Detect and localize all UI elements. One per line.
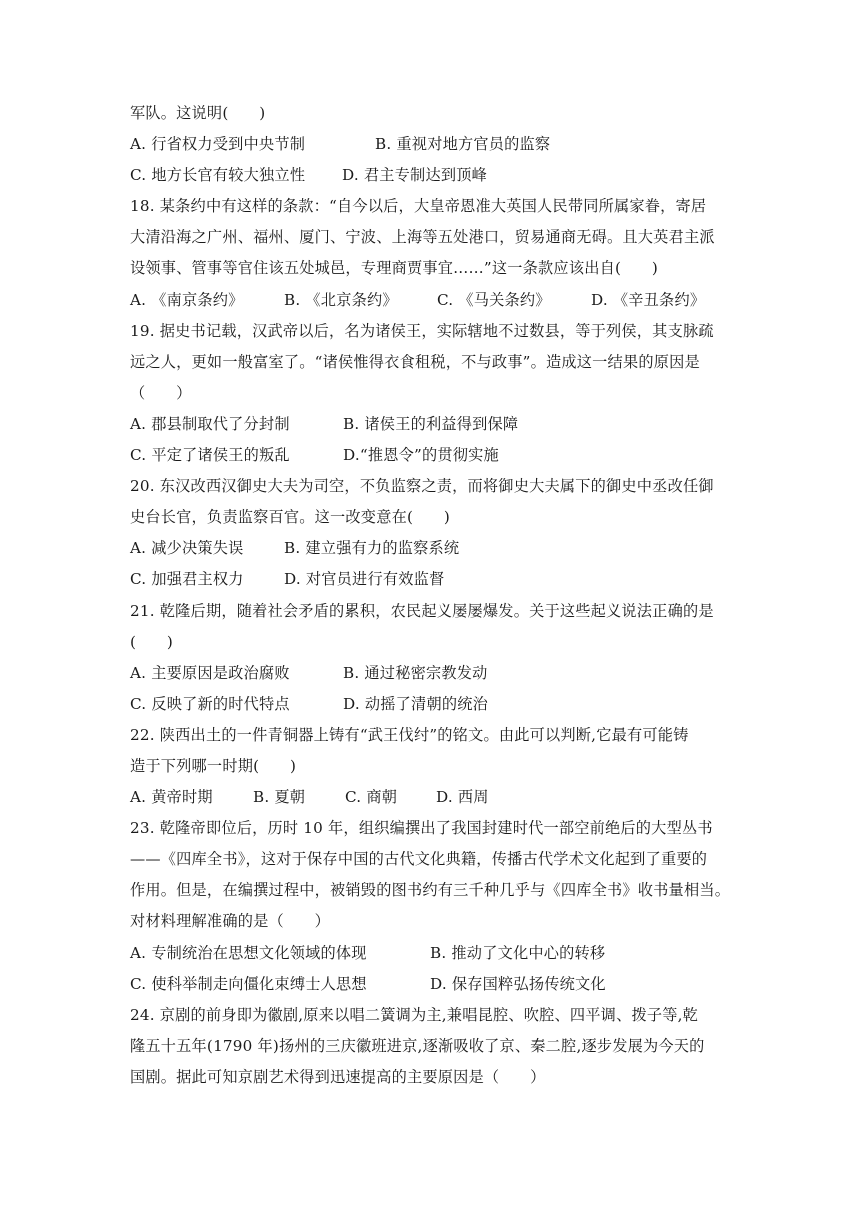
question-19-stem: （ ） [130,383,192,402]
question-23-stem: ——《四库全书》，这对于保存中国的古代文化典籍，传播古代学术文化起到了重要的 [130,850,708,869]
question-22-options [130,782,740,813]
question-21-options-row-2 [130,689,740,720]
question-21-stem: 21. 乾隆后期，随着社会矛盾的累积，农民起义屡屡爆发。关于这些起义说法正确的是 [130,601,714,620]
question-23-option-c: C. 使科举制走向僵化束缚士人思想 [130,974,367,993]
question-18-stem: 设领事、管事等官住该五处城邑，专理商贾事宜……”这一条款应该出自( ) [130,259,659,278]
question-21-stem: ( ) [130,632,174,651]
question-21-options-row-1 [130,658,740,689]
question-17-option-c: C. 地方长官有较大独立性 [130,166,306,185]
question-20-option-b: B. 建立强有力的监察系统 [284,539,460,558]
question-20-option-d: D. 对官员进行有效监督 [284,570,445,589]
question-18-options [130,285,740,316]
question-23-options-row-1 [130,938,740,969]
question-18-stem: 18. 某条约中有这样的条款：“自今以后，大皇帝恩准大英国人民带同所属家眷，寄居 [130,197,707,216]
question-22-option-d: D. 西周 [436,788,489,807]
question-22-stem: 造于下列哪一时期( ) [130,756,297,775]
question-24-stem: 国剧。据此可知京剧艺术得到迅速提高的主要原因是（ ） [130,1067,546,1086]
question-19-option-b: B. 诸侯王的利益得到保障 [343,414,519,433]
question-20-option-c: C. 加强君主权力 [130,570,244,589]
question-24-stem: 隆五十五年(1790 年)扬州的三庆徽班进京,逐渐吸收了京、秦二腔,逐步发展为今天的 [130,1036,705,1055]
question-19-options-row-1 [130,409,740,440]
question-23-stem: 23. 乾隆帝即位后，历时 10 年，组织编撰出了我国封建时代一部空前绝后的大型丛书 [130,819,713,838]
exam-page [130,98,740,1093]
question-18-option-b: B. 《北京条约》 [284,290,398,309]
question-17-option-b: B. 重视对地方官员的监察 [375,135,551,154]
question-23-options-row-2 [130,969,740,1000]
question-19-option-d: D.“推恩令”的贯彻实施 [343,446,499,465]
question-20-stem: 史台长官，负责监察百官。这一改变意在( ) [130,508,451,527]
question-19-stem: 远之人，更如一般富室了。“诸侯惟得衣食租税，不与政事”。造成这一结果的原因是 [130,352,700,371]
question-21-option-d: D. 动摇了清朝的统治 [343,694,488,713]
question-18-option-d: D. 《辛丑条约》 [591,290,706,309]
question-19-option-a: A. 郡县制取代了分封制 [130,414,290,433]
question-18-option-c: C. 《马关条约》 [437,290,551,309]
question-19-option-c: C. 平定了诸侯王的叛乱 [130,446,290,465]
question-17-options-row-1 [130,129,740,160]
question-20-options-row-2 [130,564,740,595]
question-17-option-d: D. 君主专制达到顶峰 [342,166,487,185]
question-21-option-a: A. 主要原因是政治腐败 [130,663,290,682]
question-23-stem: 对材料理解准确的是（ ） [130,912,331,931]
question-23-option-b: B. 推动了文化中心的转移 [430,943,606,962]
question-18-stem: 大清沿海之广州、福州、厦门、宁波、上海等五处港口，贸易通商无碍。且大英君主派 [130,228,715,247]
question-19-options-row-2 [130,440,740,471]
question-22-option-a: A. 黄帝时期 [130,788,213,807]
question-17-stem-end: 军队。这说明( ) [130,104,266,122]
question-19-stem: 19. 据史书记载，汉武帝以后，名为诸侯王，实际辖地不过数县，等于列侯，其支脉疏 [130,321,714,340]
question-23-option-d: D. 保存国粹弘扬传统文化 [430,974,606,993]
question-20-option-a: A. 减少决策失误 [130,539,244,558]
question-22-stem: 22. 陕西出土的一件青铜器上铸有“武王伐纣”的铭文。由此可以判断,它最有可能铸 [130,725,689,744]
question-20-stem: 20. 东汉改西汉御史大夫为司空，不负监察之责，而将御史大夫属下的御史中丞改任御 [130,477,714,496]
question-17-options-row-2 [130,160,740,191]
question-21-option-c: C. 反映了新的时代特点 [130,694,290,713]
question-21-option-b: B. 通过秘密宗教发动 [343,663,488,682]
question-20-options-row-1 [130,533,740,564]
question-22-option-b: B. 夏朝 [253,788,306,807]
question-23-stem: 作用。但是，在编撰过程中，被销毁的图书约有三千种几乎与《四库全书》收书量相当。 [130,881,731,900]
question-17-option-a: A. 行省权力受到中央节制 [130,135,306,154]
question-23-option-a: A. 专制统治在思想文化领域的体现 [130,943,367,962]
question-18-option-a: A. 《南京条约》 [130,290,244,309]
question-22-option-c: C. 商朝 [345,788,398,807]
question-24-stem: 24. 京剧的前身即为徽剧,原来以唱二簧调为主,兼唱昆腔、吹腔、四平调、拨子等,乾 [130,1005,699,1024]
